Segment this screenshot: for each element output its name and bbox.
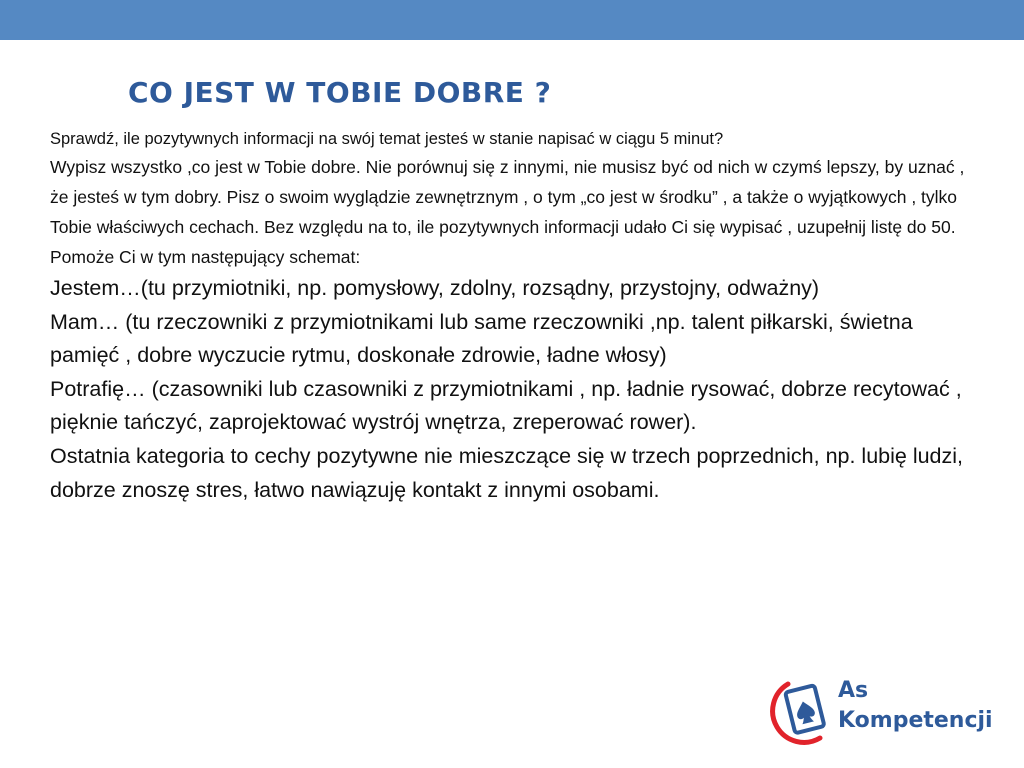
top-banner [0,0,1024,40]
slide-body [50,126,980,507]
logo-line-1: As [838,678,869,703]
schema-last-category: Ostatnia kategoria to cechy pozytywne nie mieszczące się w trzech poprzednich, np. lubię ludzi, dobrze znoszę stres, łatwo nawiązuję kontakt z innymi osobami. [50,443,964,502]
schema-potrafie: Potrafię… (czasowniki lub czasowniki z przymiotnikami , np. ładnie rysować, dobrze recytować , pięknie tańczyć, zaprojektować wystrój wnętrza, zreperować rower). [50,376,962,435]
as-kompetencji-logo [770,676,1000,748]
card-spade-icon [770,676,836,748]
logo-text [838,676,993,736]
schema-jestem: Jestem…(tu przymiotniki, np. pomysłowy, zdolny, rozsądny, przystojny, odważny) [50,276,820,300]
intro-question: Sprawdź, ile pozytywnych informacji na swój temat jesteś w stanie napisać w ciągu 5 minut? [50,130,724,148]
schema-mam: Mam… (tu rzeczowniki z przymiotnikami lub same rzeczowniki ,np. talent piłkarski, świetna pamięć , dobre wyczucie rytmu, doskonałe zdrowie, ładne włosy) [50,309,913,368]
schema-intro: Pomoże Ci w tym następujący schemat: [50,247,361,267]
instructions-paragraph: Wypisz wszystko ,co jest w Tobie dobre. Nie porównuj się z innymi, nie musisz być od nich w czymś lepszy, by uznać , że jesteś w tym dobry. Pisz o swoim wyglądzie zewnętrznym , o tym „co jest w środku” , a także o wyjątkowych , tylko Tobie właściwych cechach. Bez względu na to, ile pozytywnych informacji udało Ci się wypisać , uzupełnij listę do 50. [50,157,965,237]
logo-line-2: Kompetencji [838,708,993,733]
slide-title: CO JEST W TOBIE DOBRE ? [128,76,552,109]
